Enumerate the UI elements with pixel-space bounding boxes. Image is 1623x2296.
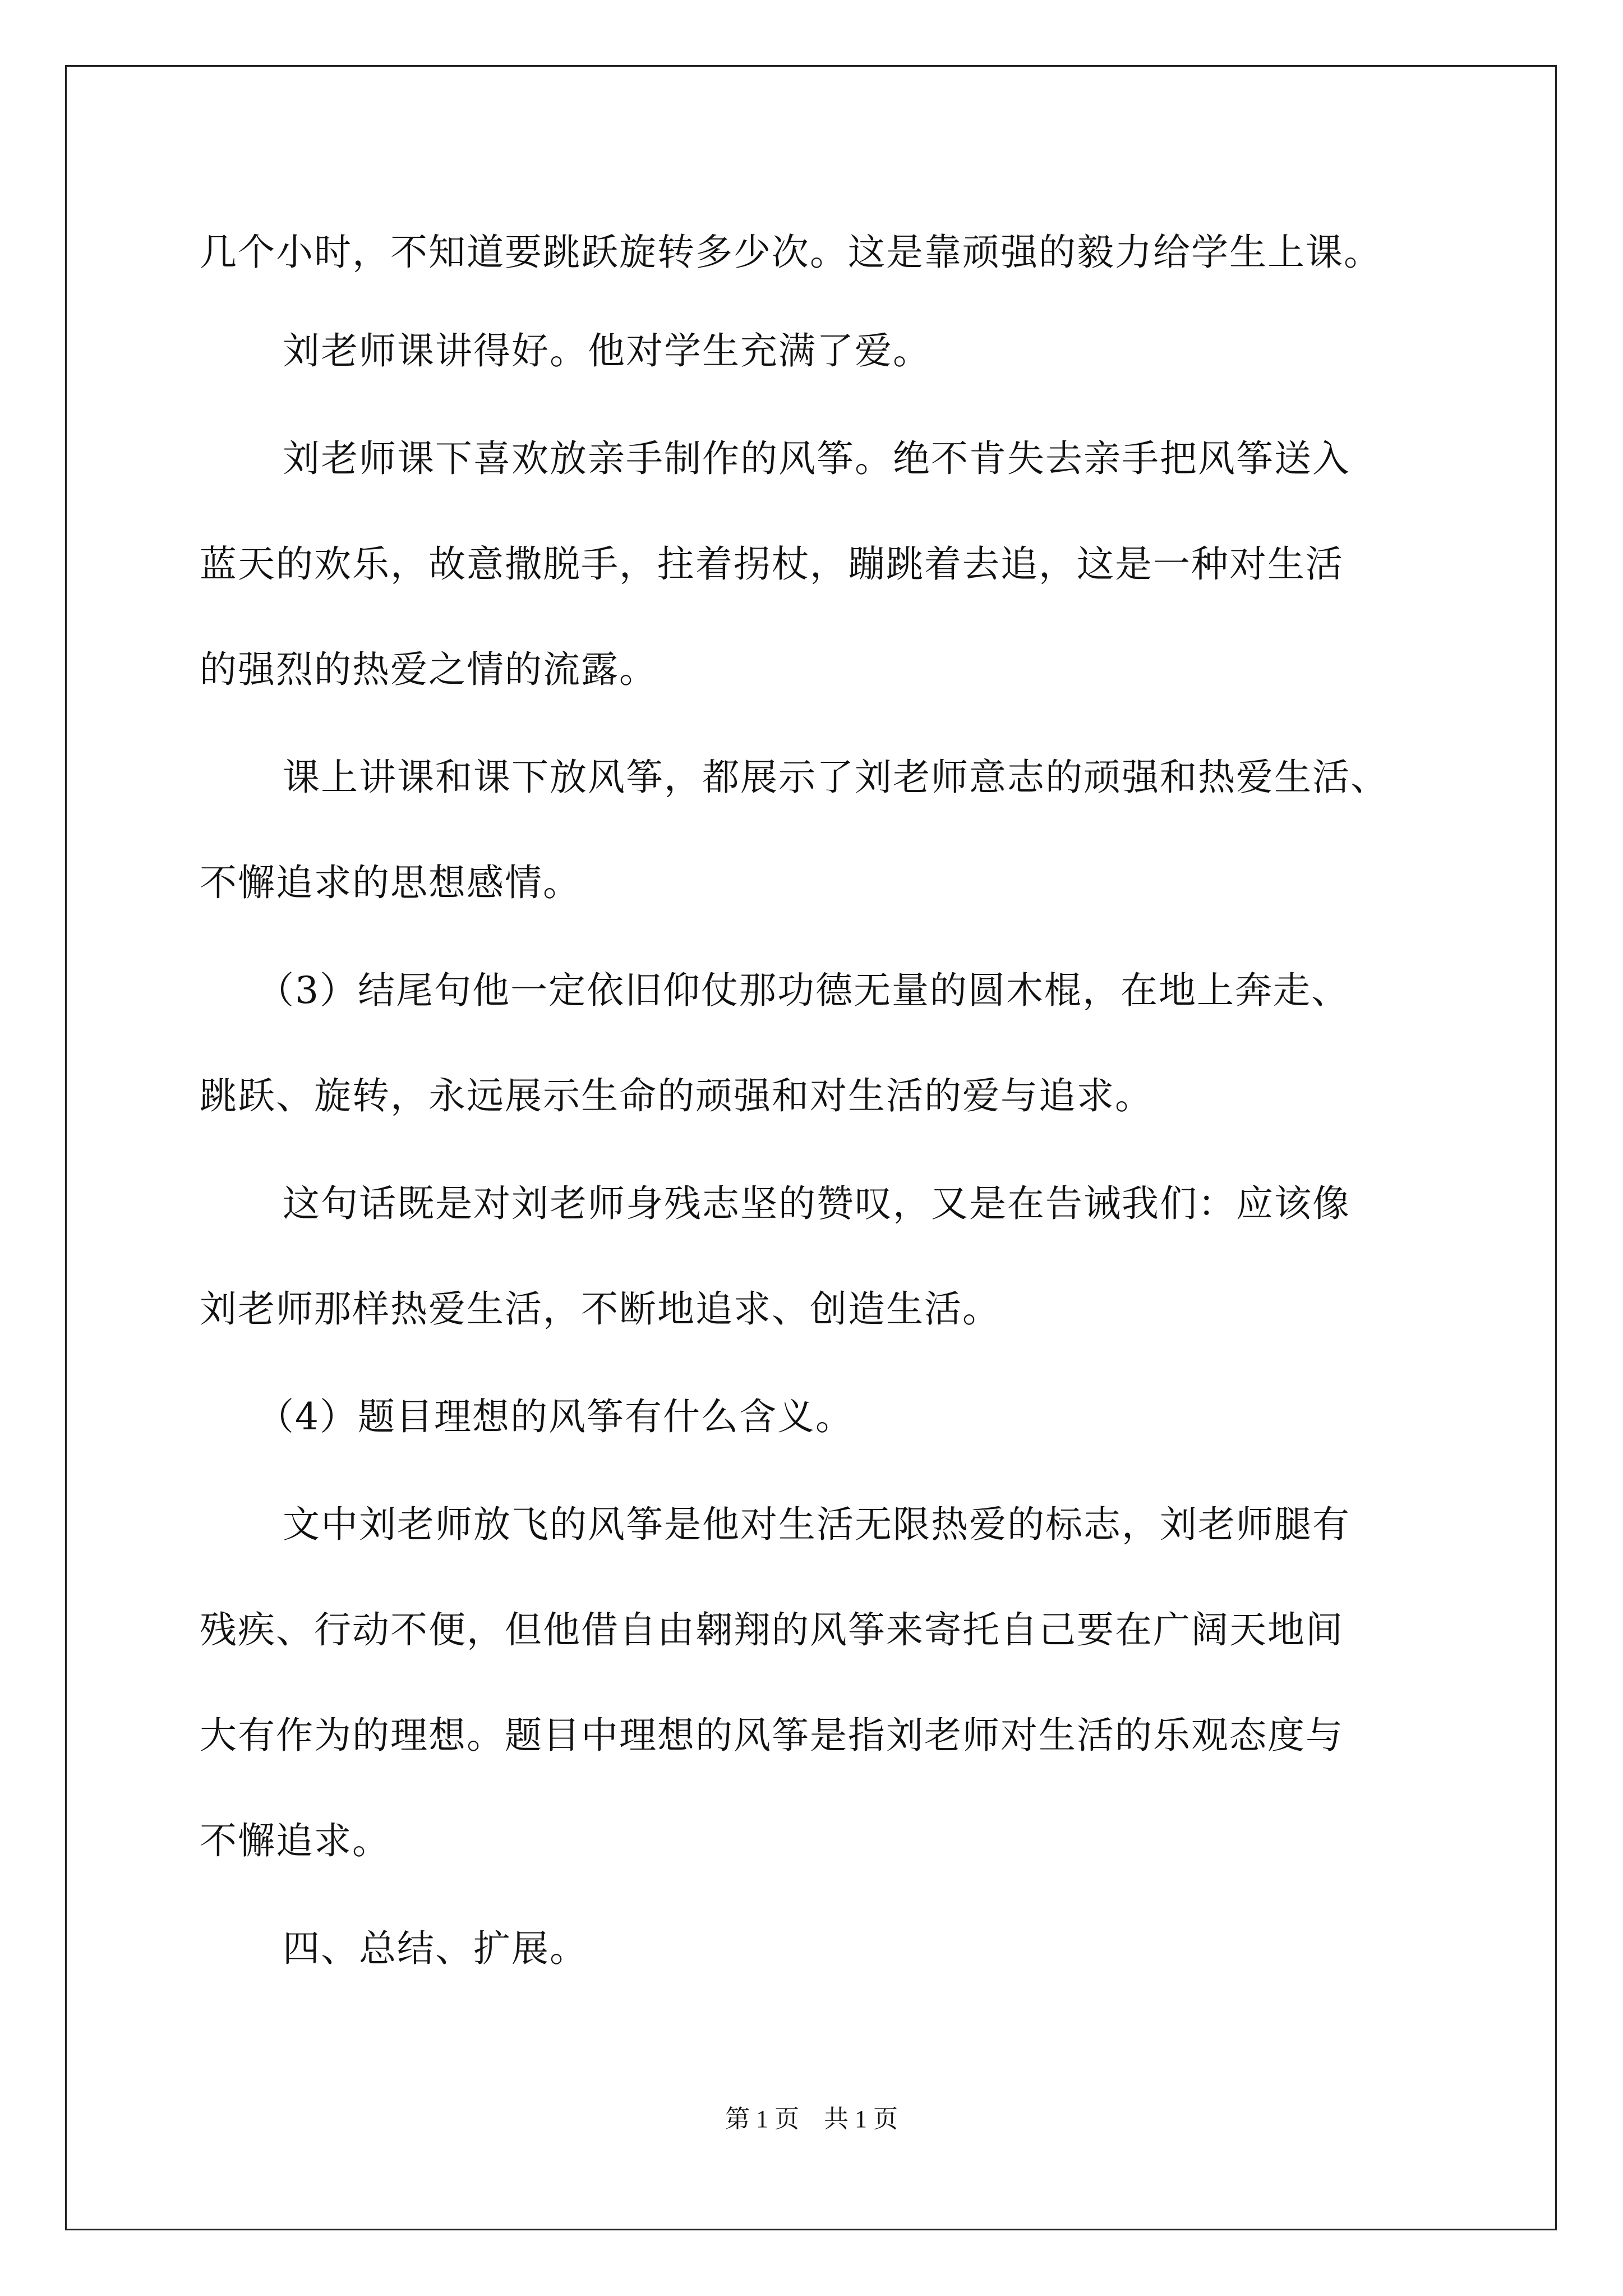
paragraph-line: 四、总结、扩展。	[283, 1927, 588, 1970]
paragraph-line: 课上讲课和课下放风筝，都展示了刘老师意志的顽强和热爱生活、	[283, 756, 1389, 799]
paragraph-line: 残疾、行动不便，但他借自由翱翔的风筝来寄托自己要在广阔天地间	[200, 1608, 1344, 1651]
paragraph-line: 的强烈的热爱之情的流露。	[200, 648, 657, 691]
paragraph-line: （4）题目理想的风筝有什么含义。	[257, 1395, 854, 1438]
paragraph-line: 刘老师课下喜欢放亲手制作的风筝。绝不肯失去亲手把风筝送入	[283, 437, 1350, 480]
paragraph-line: 文中刘老师放飞的风筝是他对生活无限热爱的标志，刘老师腿有	[283, 1503, 1350, 1546]
page-footer: 第 1 页 共 1 页	[725, 2105, 898, 2133]
paragraph-line: 几个小时，不知道要跳跃旋转多少次。这是靠顽强的毅力给学生上课。	[200, 231, 1382, 274]
paragraph-line: 蓝天的欢乐，故意撒脱手，拄着拐杖，蹦跳着去追，这是一种对生活	[200, 542, 1344, 586]
paragraph-line: 不懈追求。	[200, 1819, 390, 1862]
paragraph-line: 这句话既是对刘老师身残志坚的赞叹，又是在告诫我们：应该像	[283, 1182, 1350, 1225]
page-border	[65, 65, 1557, 2230]
paragraph-line: （3）结尾句他一定依旧仰仗那功德无量的圆木棍，在地上奔走、	[257, 969, 1349, 1012]
paragraph-line: 刘老师课讲得好。他对学生充满了爱。	[283, 329, 931, 372]
paragraph-line: 刘老师那样热爱生活，不断地追求、创造生活。	[200, 1287, 1000, 1331]
paragraph-line: 大有作为的理想。题目中理想的风筝是指刘老师对生活的乐观态度与	[200, 1714, 1344, 1757]
paragraph-line: 跳跃、旋转，永远展示生命的顽强和对生活的爱与追求。	[200, 1074, 1153, 1117]
paragraph-line: 不懈追求的思想感情。	[200, 861, 581, 904]
